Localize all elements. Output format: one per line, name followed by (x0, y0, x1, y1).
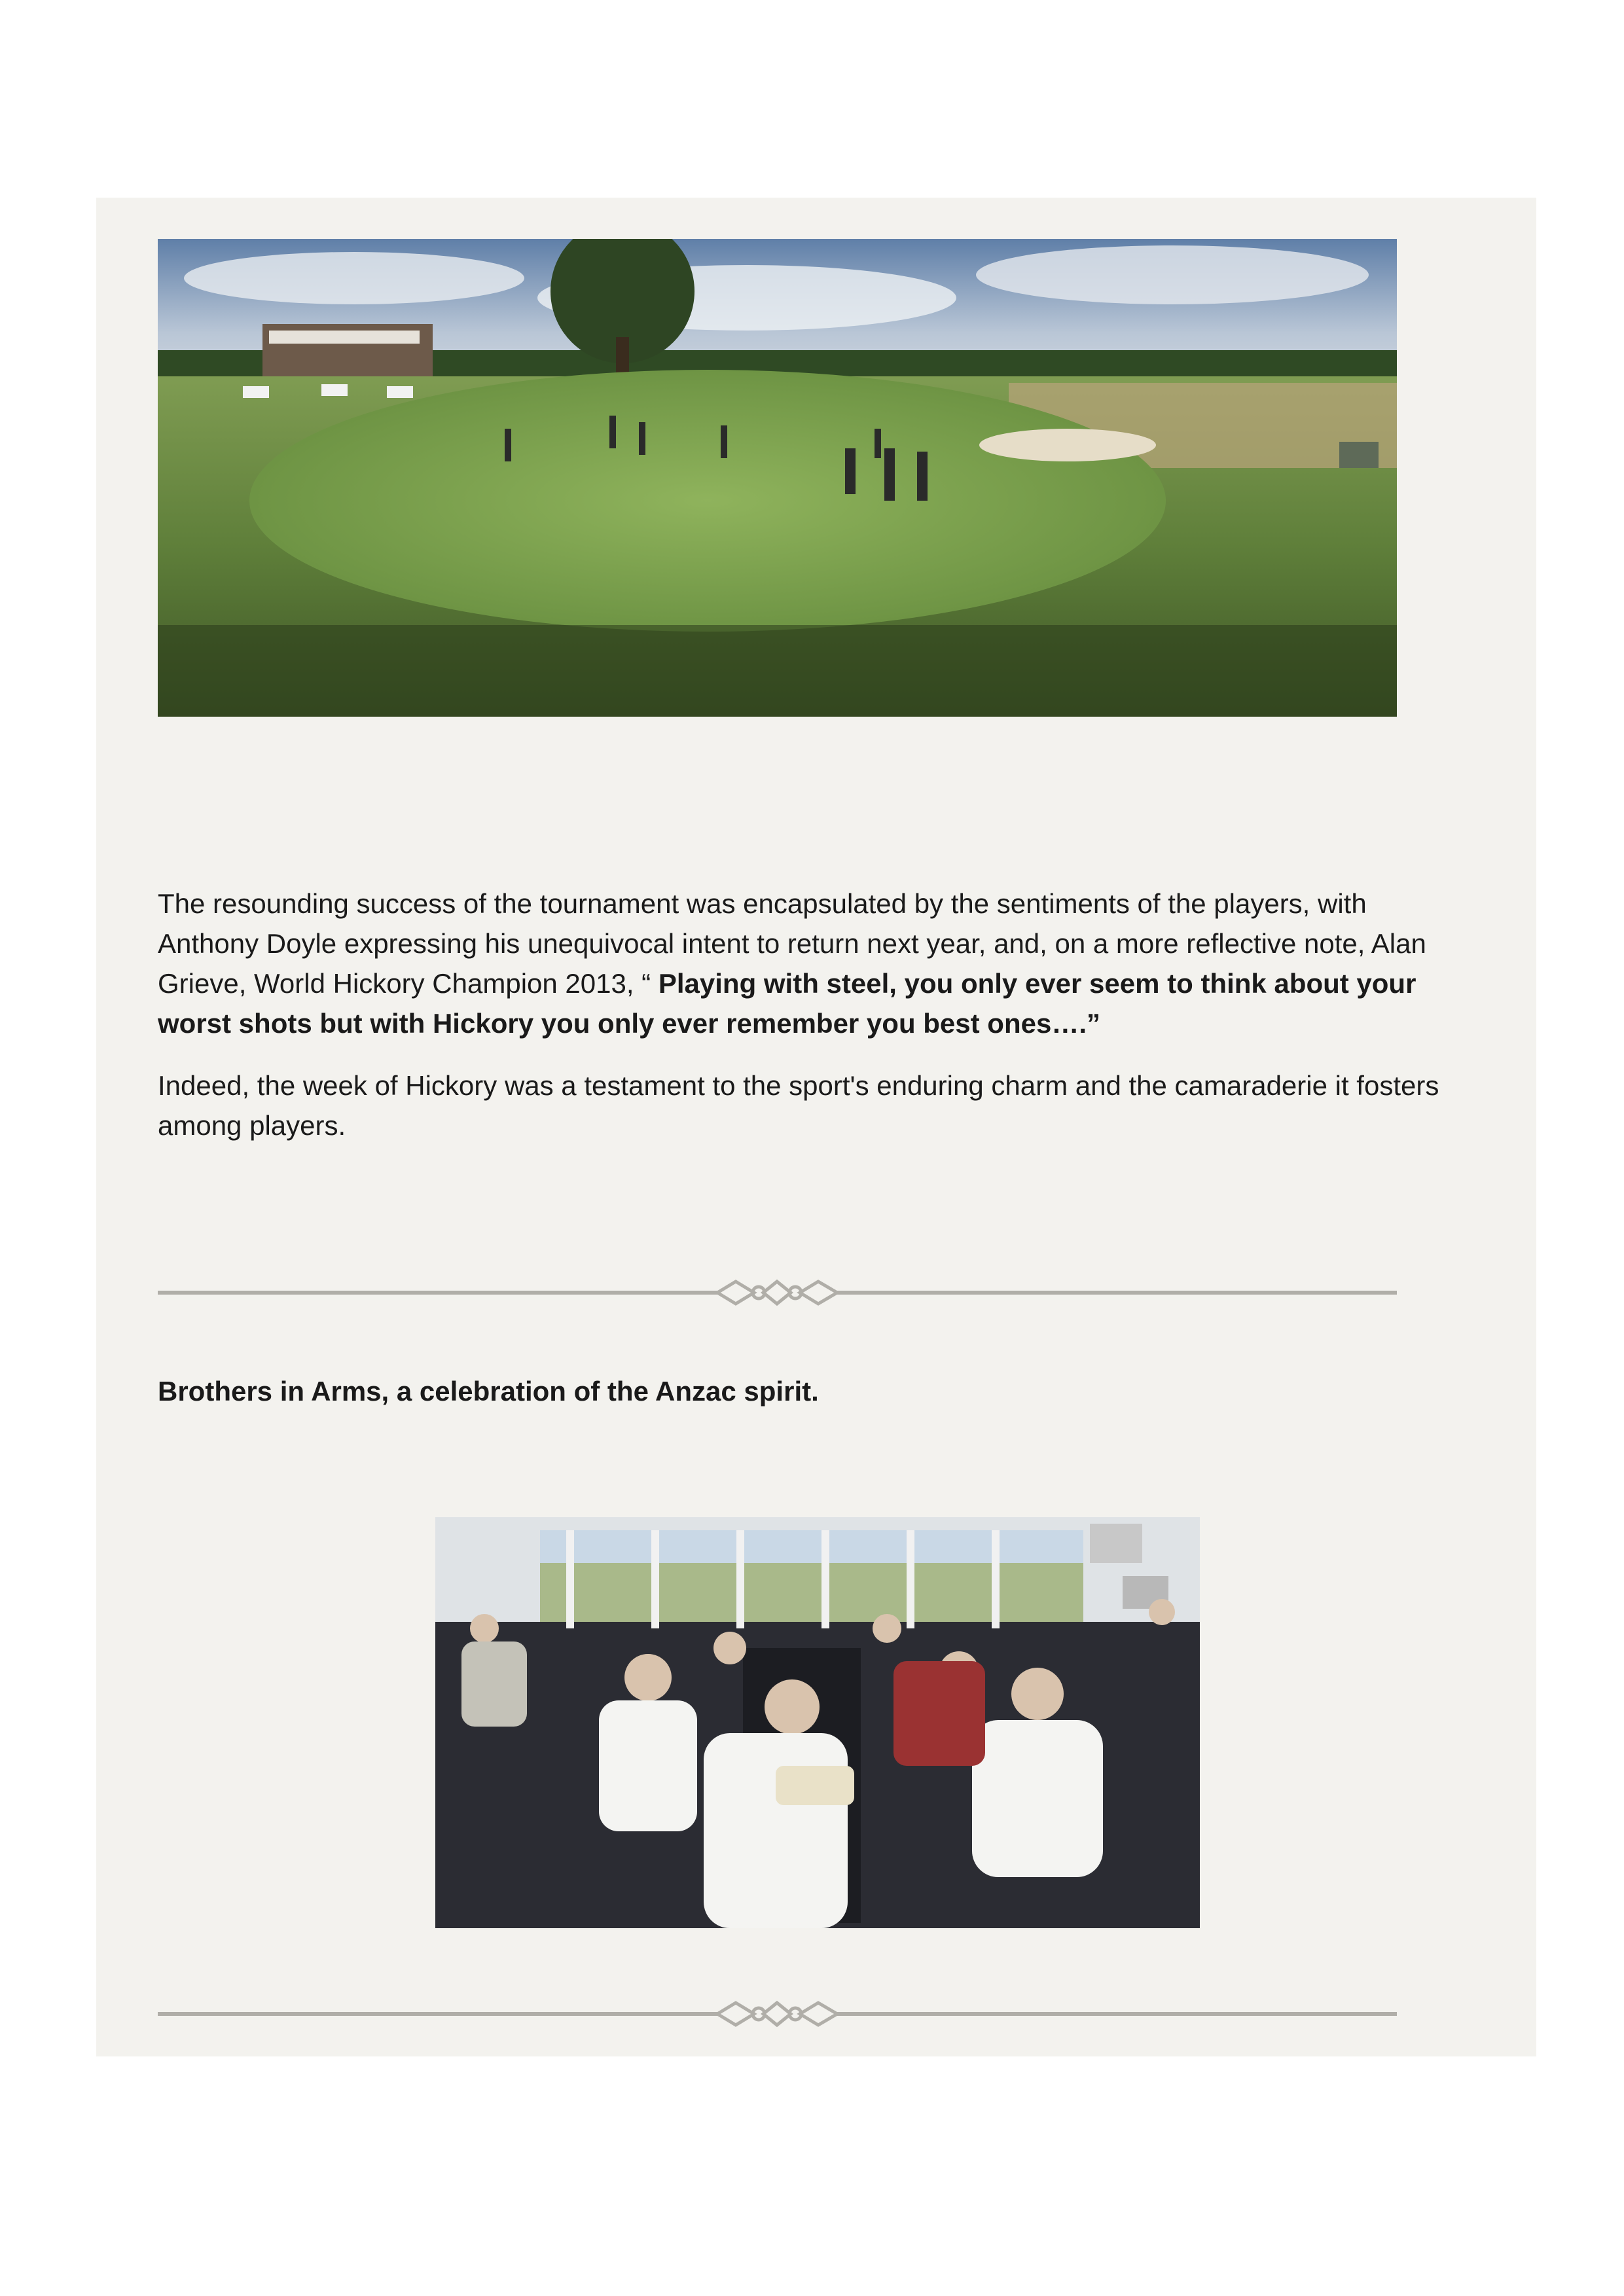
section-heading: Brothers in Arms, a celebration of the Anzac spirit. (158, 1376, 819, 1407)
ornamental-divider (158, 1276, 1397, 1309)
golf-course-photo (158, 239, 1397, 717)
diamond-chain-ornament-icon (158, 1276, 1397, 1309)
summary-regular-text: The resounding success of the tournament was encapsulated by the sentiments of the players, with Anthony Doyle expressing his unequivocal intent to return next year, and, on a more reflective note, Alan Grieve, World Hickory Champion 2013, “ (158, 888, 1426, 999)
tournament-summary-paragraph (158, 884, 1473, 1043)
alan-grieve-quote: Playing with steel, you only ever seem to think about your worst shots but with Hickory you only ever remember you best ones….” (158, 968, 1416, 1039)
ornamental-divider-bottom (158, 1998, 1397, 2030)
diamond-chain-ornament-icon (158, 1998, 1397, 2030)
clubhouse-dinner-photo (435, 1517, 1200, 1928)
hickory-week-paragraph: Indeed, the week of Hickory was a testament to the sport's enduring charm and the camaraderie it fosters among players. (158, 1070, 1439, 1141)
